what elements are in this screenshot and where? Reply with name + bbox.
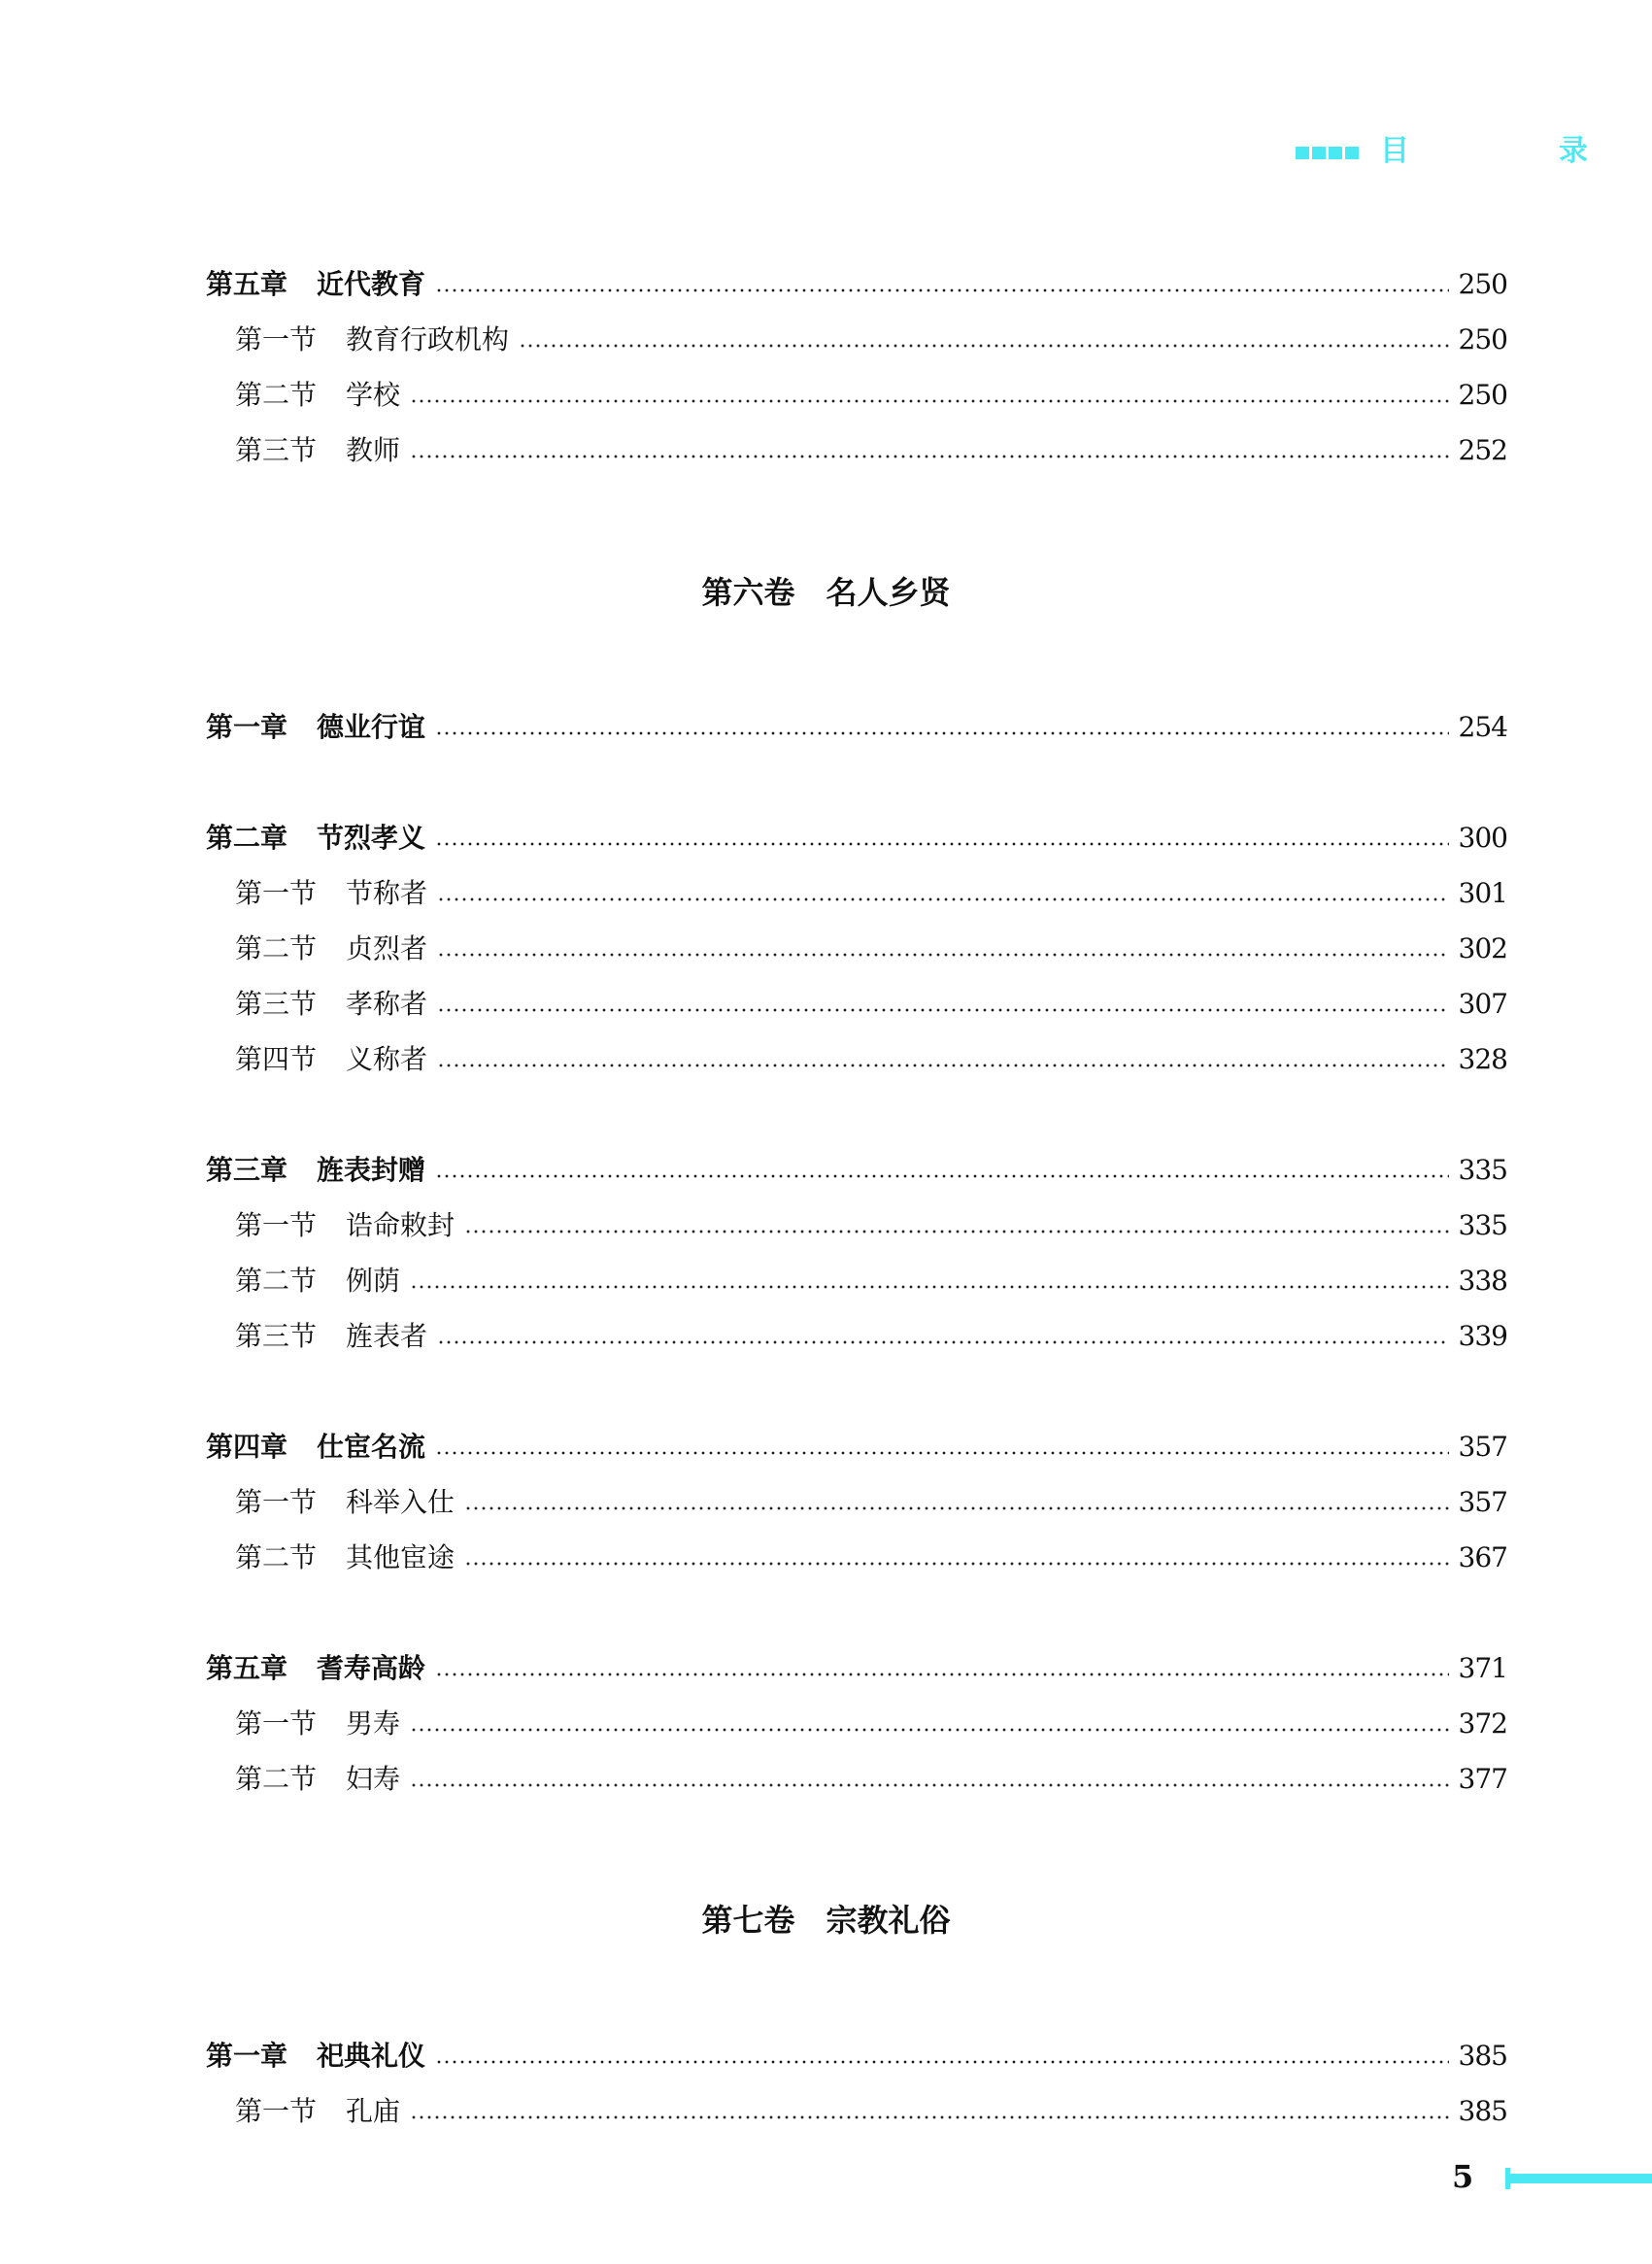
toc-section[interactable] xyxy=(235,1698,1507,1740)
toc-section[interactable] xyxy=(235,1255,1507,1298)
section-title: 妇寿 xyxy=(346,1763,401,1795)
dot-leader xyxy=(437,897,1449,901)
page-number: 372 xyxy=(1458,1707,1507,1740)
dot-leader xyxy=(437,1064,1449,1067)
section-title: 教育行政机构 xyxy=(346,323,510,355)
dot-leader xyxy=(410,1728,1449,1732)
section-number: 第二节 xyxy=(235,1541,318,1573)
toc-section[interactable] xyxy=(235,1532,1507,1574)
section-title: 贞烈者 xyxy=(346,932,428,964)
dot-leader xyxy=(410,399,1449,403)
dot-leader xyxy=(435,2060,1449,2064)
toc-section[interactable] xyxy=(235,1033,1507,1076)
dot-leader xyxy=(437,953,1449,957)
chapter-title: 近代教育 xyxy=(317,268,426,300)
dot-leader xyxy=(464,1230,1449,1233)
dot-leader xyxy=(410,455,1449,458)
page-number: 302 xyxy=(1458,932,1507,964)
chapter-number: 第三章 xyxy=(206,1154,288,1186)
header-square xyxy=(1345,147,1359,159)
dot-leader xyxy=(435,1451,1449,1455)
chapter-number: 第五章 xyxy=(206,268,288,300)
section-number: 第一节 xyxy=(235,1707,318,1740)
section-title: 孔庙 xyxy=(346,2095,401,2127)
page-number: 254 xyxy=(1458,711,1507,743)
section-number: 第三节 xyxy=(235,988,318,1020)
dot-leader xyxy=(435,1174,1449,1178)
toc-section[interactable] xyxy=(235,369,1507,412)
section-number: 第三节 xyxy=(235,434,318,466)
section-title: 科举入仕 xyxy=(346,1486,455,1518)
section-number: 第一节 xyxy=(235,323,318,355)
toc-section[interactable] xyxy=(235,314,1507,356)
page-number: 335 xyxy=(1458,1209,1507,1241)
toc-section[interactable] xyxy=(235,978,1507,1021)
toc-chapter[interactable] xyxy=(206,1642,1507,1685)
footer-accent-bar xyxy=(1505,2174,1652,2183)
toc-section[interactable] xyxy=(235,867,1507,910)
page-number: 338 xyxy=(1458,1265,1507,1297)
chapter-title: 德业行谊 xyxy=(317,711,426,743)
section-title: 教师 xyxy=(346,434,401,466)
page-number: 328 xyxy=(1458,1043,1507,1075)
toc-section[interactable] xyxy=(235,1200,1507,1242)
chapter-title: 旌表封赠 xyxy=(317,1154,426,1186)
toc-chapter[interactable] xyxy=(206,258,1507,301)
section-title: 其他宦途 xyxy=(346,1541,455,1573)
page-number: 357 xyxy=(1458,1486,1507,1518)
dot-leader xyxy=(519,344,1449,348)
header-square xyxy=(1296,147,1309,159)
chapter-number: 第二章 xyxy=(206,822,288,854)
section-number: 第二节 xyxy=(235,932,318,964)
header-square xyxy=(1312,147,1326,159)
section-title: 节称者 xyxy=(346,877,428,909)
header-squares-decoration xyxy=(1296,147,1359,159)
page-number: 250 xyxy=(1458,268,1507,300)
dot-leader xyxy=(464,1562,1449,1566)
page-number: 300 xyxy=(1458,822,1507,854)
chapter-title: 祀典礼仪 xyxy=(317,2040,426,2072)
section-number: 第一节 xyxy=(235,877,318,909)
toc-section[interactable] xyxy=(235,1310,1507,1353)
chapter-title: 仕宦名流 xyxy=(317,1431,426,1463)
running-header xyxy=(1296,124,1648,171)
page-number: 385 xyxy=(1458,2095,1507,2127)
toc-section[interactable] xyxy=(235,424,1507,467)
dot-leader xyxy=(437,1340,1449,1344)
section-number: 第三节 xyxy=(235,1320,318,1352)
section-title: 例荫 xyxy=(346,1265,401,1297)
toc-section[interactable] xyxy=(235,923,1507,965)
page-number: 371 xyxy=(1458,1652,1507,1684)
toc-chapter[interactable] xyxy=(206,701,1507,744)
page-number: 357 xyxy=(1458,1431,1507,1463)
toc-chapter[interactable] xyxy=(206,2030,1507,2073)
section-number: 第二节 xyxy=(235,379,318,411)
chapter-number: 第五章 xyxy=(206,1652,288,1684)
dot-leader xyxy=(435,1673,1449,1676)
page-number: 385 xyxy=(1458,2040,1507,2072)
section-number: 第一节 xyxy=(235,1486,318,1518)
section-title: 男寿 xyxy=(346,1707,401,1740)
page-number: 367 xyxy=(1458,1541,1507,1573)
dot-leader xyxy=(435,288,1449,292)
page-number-footer: 5 xyxy=(1452,2158,1474,2195)
page-number: 250 xyxy=(1458,323,1507,355)
toc-section[interactable] xyxy=(235,1753,1507,1796)
section-number: 第一节 xyxy=(235,2095,318,2127)
page-number: 335 xyxy=(1458,1154,1507,1186)
dot-leader xyxy=(410,2115,1449,2119)
dot-leader xyxy=(410,1285,1449,1289)
page-number: 252 xyxy=(1458,434,1507,466)
chapter-title: 耆寿高龄 xyxy=(317,1652,426,1684)
toc-chapter[interactable] xyxy=(206,1421,1507,1464)
header-square xyxy=(1329,147,1342,159)
dot-leader xyxy=(435,842,1449,846)
dot-leader xyxy=(464,1506,1449,1510)
chapter-number: 第一章 xyxy=(206,711,288,743)
volume-title: 第六卷 名人乡贤 xyxy=(701,574,951,611)
page-number: 307 xyxy=(1458,988,1507,1020)
section-title: 诰命敕封 xyxy=(346,1209,455,1241)
page-number: 250 xyxy=(1458,379,1507,411)
section-title: 学校 xyxy=(346,379,401,411)
section-title: 孝称者 xyxy=(346,988,428,1020)
page-number: 339 xyxy=(1458,1320,1507,1352)
toc-section[interactable] xyxy=(235,1476,1507,1519)
section-number: 第一节 xyxy=(235,1209,318,1241)
header-title: 目 录 xyxy=(1380,134,1648,168)
chapter-number: 第四章 xyxy=(206,1431,288,1463)
page-number: 377 xyxy=(1458,1763,1507,1795)
dot-leader xyxy=(437,1008,1449,1012)
toc-chapter[interactable] xyxy=(206,812,1507,855)
section-number: 第二节 xyxy=(235,1763,318,1795)
volume-title: 第七卷 宗教礼俗 xyxy=(701,1902,951,1939)
page-number: 301 xyxy=(1458,877,1507,909)
dot-leader xyxy=(435,731,1449,735)
section-title: 义称者 xyxy=(346,1043,428,1075)
toc-chapter[interactable] xyxy=(206,1144,1507,1187)
dot-leader xyxy=(410,1783,1449,1787)
chapter-title: 节烈孝义 xyxy=(317,822,426,854)
section-number: 第四节 xyxy=(235,1043,318,1075)
section-title: 旌表者 xyxy=(346,1320,428,1352)
section-number: 第二节 xyxy=(235,1265,318,1297)
chapter-number: 第一章 xyxy=(206,2040,288,2072)
toc-section[interactable] xyxy=(235,2085,1507,2128)
